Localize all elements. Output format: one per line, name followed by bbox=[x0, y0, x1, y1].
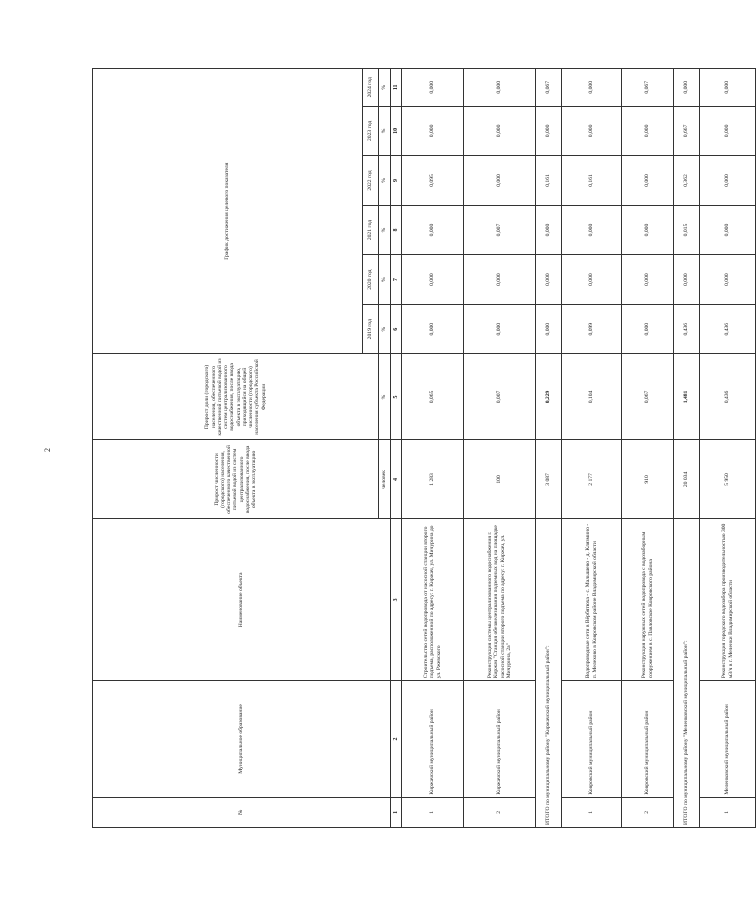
cell-year-value: 0,000 bbox=[536, 304, 562, 354]
column-index: 5 bbox=[391, 354, 402, 440]
cell-year-value: 0,099 bbox=[562, 304, 622, 354]
cell-year-value: 0,000 bbox=[562, 69, 622, 107]
cell-year-value: 0,095 bbox=[402, 156, 464, 206]
cell-number: 1 bbox=[562, 797, 622, 827]
cell-year-value: 0,000 bbox=[402, 106, 464, 156]
cell-people: 2 177 bbox=[562, 440, 622, 519]
cell-number: 2 bbox=[464, 797, 536, 827]
cell-people: 1 283 bbox=[402, 440, 464, 519]
cell-share: 1,481 bbox=[674, 354, 700, 440]
cell-number: 2 bbox=[622, 797, 674, 827]
cell-year-value: 0,000 bbox=[464, 106, 536, 156]
cell-object: Водопроводные сети в Вёрбятюха - с. Малышево - д. Клязмино - п. Мелехово в Ковровском районе Владимирской области bbox=[562, 519, 622, 681]
cell-people: 910 bbox=[622, 440, 674, 519]
column-index: 2 bbox=[391, 681, 402, 797]
total-row bbox=[536, 69, 562, 828]
header-year: 2023 год bbox=[363, 106, 379, 156]
cell-year-value: 0,000 bbox=[536, 205, 562, 255]
column-index: 9 bbox=[391, 156, 402, 206]
cell-municipality: Киржачский муниципальный район bbox=[464, 681, 536, 797]
unit-percent: % bbox=[379, 156, 391, 206]
cell-year-value: 0,067 bbox=[536, 69, 562, 107]
cell-year-value: 0,000 bbox=[536, 106, 562, 156]
cell-number: 1 bbox=[402, 797, 464, 827]
table-body bbox=[402, 69, 756, 828]
unit-percent: % bbox=[379, 304, 391, 354]
column-index: 11 bbox=[391, 69, 402, 107]
cell-year-value: 0,000 bbox=[674, 255, 700, 305]
cell-year-value: 0,161 bbox=[562, 156, 622, 206]
cell-year-value: 0,000 bbox=[464, 156, 536, 206]
unit-percent: % bbox=[379, 205, 391, 255]
cell-municipality: Ковровский муниципальный район bbox=[562, 681, 622, 797]
column-index: 8 bbox=[391, 205, 402, 255]
cell-year-value: 0,436 bbox=[674, 304, 700, 354]
unit-percent: % bbox=[379, 255, 391, 305]
cell-year-value: 0,000 bbox=[464, 304, 536, 354]
column-index: 1 bbox=[391, 797, 402, 827]
unit-percent: % bbox=[379, 69, 391, 107]
cell-year-value: 0,000 bbox=[622, 304, 674, 354]
total-label: ИТОГО по муниципальному району "Киржачский муниципальный район": bbox=[536, 519, 562, 828]
cell-year-value: 0,000 bbox=[464, 255, 536, 305]
cell-year-value: 0,067 bbox=[622, 69, 674, 107]
cell-share: 0,104 bbox=[562, 354, 622, 440]
cell-object: Реконструкция городского водозабора производительностью 300 м3/ч в г. Меленки Владимирской области bbox=[700, 519, 756, 681]
cell-year-value: 0,000 bbox=[700, 255, 756, 305]
column-index: 4 bbox=[391, 440, 402, 519]
header-share-growth: Прирост доли (городского) населения, обеспеченного качественной питьевой водой из систем централизованного водоснабжения, после ввода объекта в эксплуатацию, приходящийся на общей численности (городского) населения субъекта Российской Федерации bbox=[93, 354, 379, 440]
cell-year-value: 0,000 bbox=[402, 205, 464, 255]
header-year: 2021 год bbox=[363, 205, 379, 255]
total-row bbox=[674, 69, 700, 828]
cell-year-value: 0,000 bbox=[464, 69, 536, 107]
cell-year-value: 0,000 bbox=[622, 106, 674, 156]
cell-municipality: Киржачский муниципальный район bbox=[402, 681, 464, 797]
cell-number: 1 bbox=[700, 797, 756, 827]
page-number: 2 bbox=[43, 448, 52, 452]
cell-year-value: 0,436 bbox=[700, 304, 756, 354]
cell-year-value: 0,161 bbox=[536, 156, 562, 206]
cell-year-value: 0,000 bbox=[674, 69, 700, 107]
table-row bbox=[562, 69, 622, 828]
cell-year-value: 0,000 bbox=[622, 205, 674, 255]
header-schedule: График достижения целевого показателя bbox=[93, 69, 363, 354]
column-index: 10 bbox=[391, 106, 402, 156]
cell-year-value: 0,000 bbox=[562, 255, 622, 305]
cell-share: 0,067 bbox=[622, 354, 674, 440]
cell-year-value: 0,000 bbox=[700, 205, 756, 255]
header-year: 2022 год bbox=[363, 156, 379, 206]
column-index: 6 bbox=[391, 304, 402, 354]
unit-percent: % bbox=[379, 106, 391, 156]
cell-year-value: 0,362 bbox=[674, 156, 700, 206]
data-table bbox=[92, 68, 756, 828]
cell-object: Строительство сетей водопровода от насосной станции второго подъема, расположенной по адресу: г. Киржач, ул. Мичурина до ул. Ржевского bbox=[402, 519, 464, 681]
rotated-table-container bbox=[92, 68, 734, 828]
cell-municipality: Ковровский муниципальный район bbox=[622, 681, 674, 797]
cell-people: 100 bbox=[464, 440, 536, 519]
cell-share: 0,007 bbox=[464, 354, 536, 440]
table-row bbox=[464, 69, 536, 828]
total-label: ИТОГО по муниципальному району "Меленковский муниципальный район": bbox=[674, 519, 700, 828]
header-population-growth: Прирост численности (городского) населения, обеспеченного качественной питьевой водой из систем централизованного водоснабжения, после ввода объекта в эксплуатацию bbox=[93, 440, 379, 519]
header-year: 2020 год bbox=[363, 255, 379, 305]
cell-year-value: 0,015 bbox=[674, 205, 700, 255]
cell-year-value: 0,000 bbox=[562, 205, 622, 255]
cell-year-value: 0,000 bbox=[402, 69, 464, 107]
cell-share: 0,436 bbox=[700, 354, 756, 440]
header-object: Наименование объекта bbox=[93, 519, 391, 681]
header-year: 2019 год bbox=[363, 304, 379, 354]
cell-share: 0,065 bbox=[402, 354, 464, 440]
table-row bbox=[700, 69, 756, 828]
cell-year-value: 0,000 bbox=[402, 304, 464, 354]
table-row bbox=[402, 69, 464, 828]
table-row bbox=[622, 69, 674, 828]
cell-year-value: 0,000 bbox=[700, 106, 756, 156]
column-index: 7 bbox=[391, 255, 402, 305]
cell-year-value: 0,000 bbox=[700, 69, 756, 107]
cell-year-value: 0,007 bbox=[464, 205, 536, 255]
cell-year-value: 0,000 bbox=[622, 156, 674, 206]
cell-people: 20 034 bbox=[674, 440, 700, 519]
cell-year-value: 0,000 bbox=[536, 255, 562, 305]
cell-municipality: Меленковский муниципальный район bbox=[700, 681, 756, 797]
column-index: 3 bbox=[391, 519, 402, 681]
unit-people: человек bbox=[379, 440, 391, 519]
cell-year-value: 0,667 bbox=[674, 106, 700, 156]
cell-share: 0,229 bbox=[536, 354, 562, 440]
header-municipality: Муниципальное образование bbox=[93, 681, 391, 797]
cell-year-value: 0,000 bbox=[402, 255, 464, 305]
cell-object: Реконструкция системы централизованного водоснабжения г. Киржач "Станция обезжелезивания подземных вод на площадке насосной станции второго подъема по адресу: г. Киржач, ул. Мичурина, 2а" bbox=[464, 519, 536, 681]
header-year: 2024 год bbox=[363, 69, 379, 107]
cell-year-value: 0,000 bbox=[700, 156, 756, 206]
header-number: № bbox=[93, 797, 391, 827]
cell-object: Реконструкция наружных сетей водопровода с водозаборным сооружением в с. Павловское Ковровского района bbox=[622, 519, 674, 681]
cell-year-value: 0,000 bbox=[622, 255, 674, 305]
cell-year-value: 0,000 bbox=[562, 106, 622, 156]
table-header bbox=[93, 69, 402, 828]
cell-people: 5 950 bbox=[700, 440, 756, 519]
cell-people: 3 087 bbox=[536, 440, 562, 519]
unit-percent: % bbox=[379, 354, 391, 440]
